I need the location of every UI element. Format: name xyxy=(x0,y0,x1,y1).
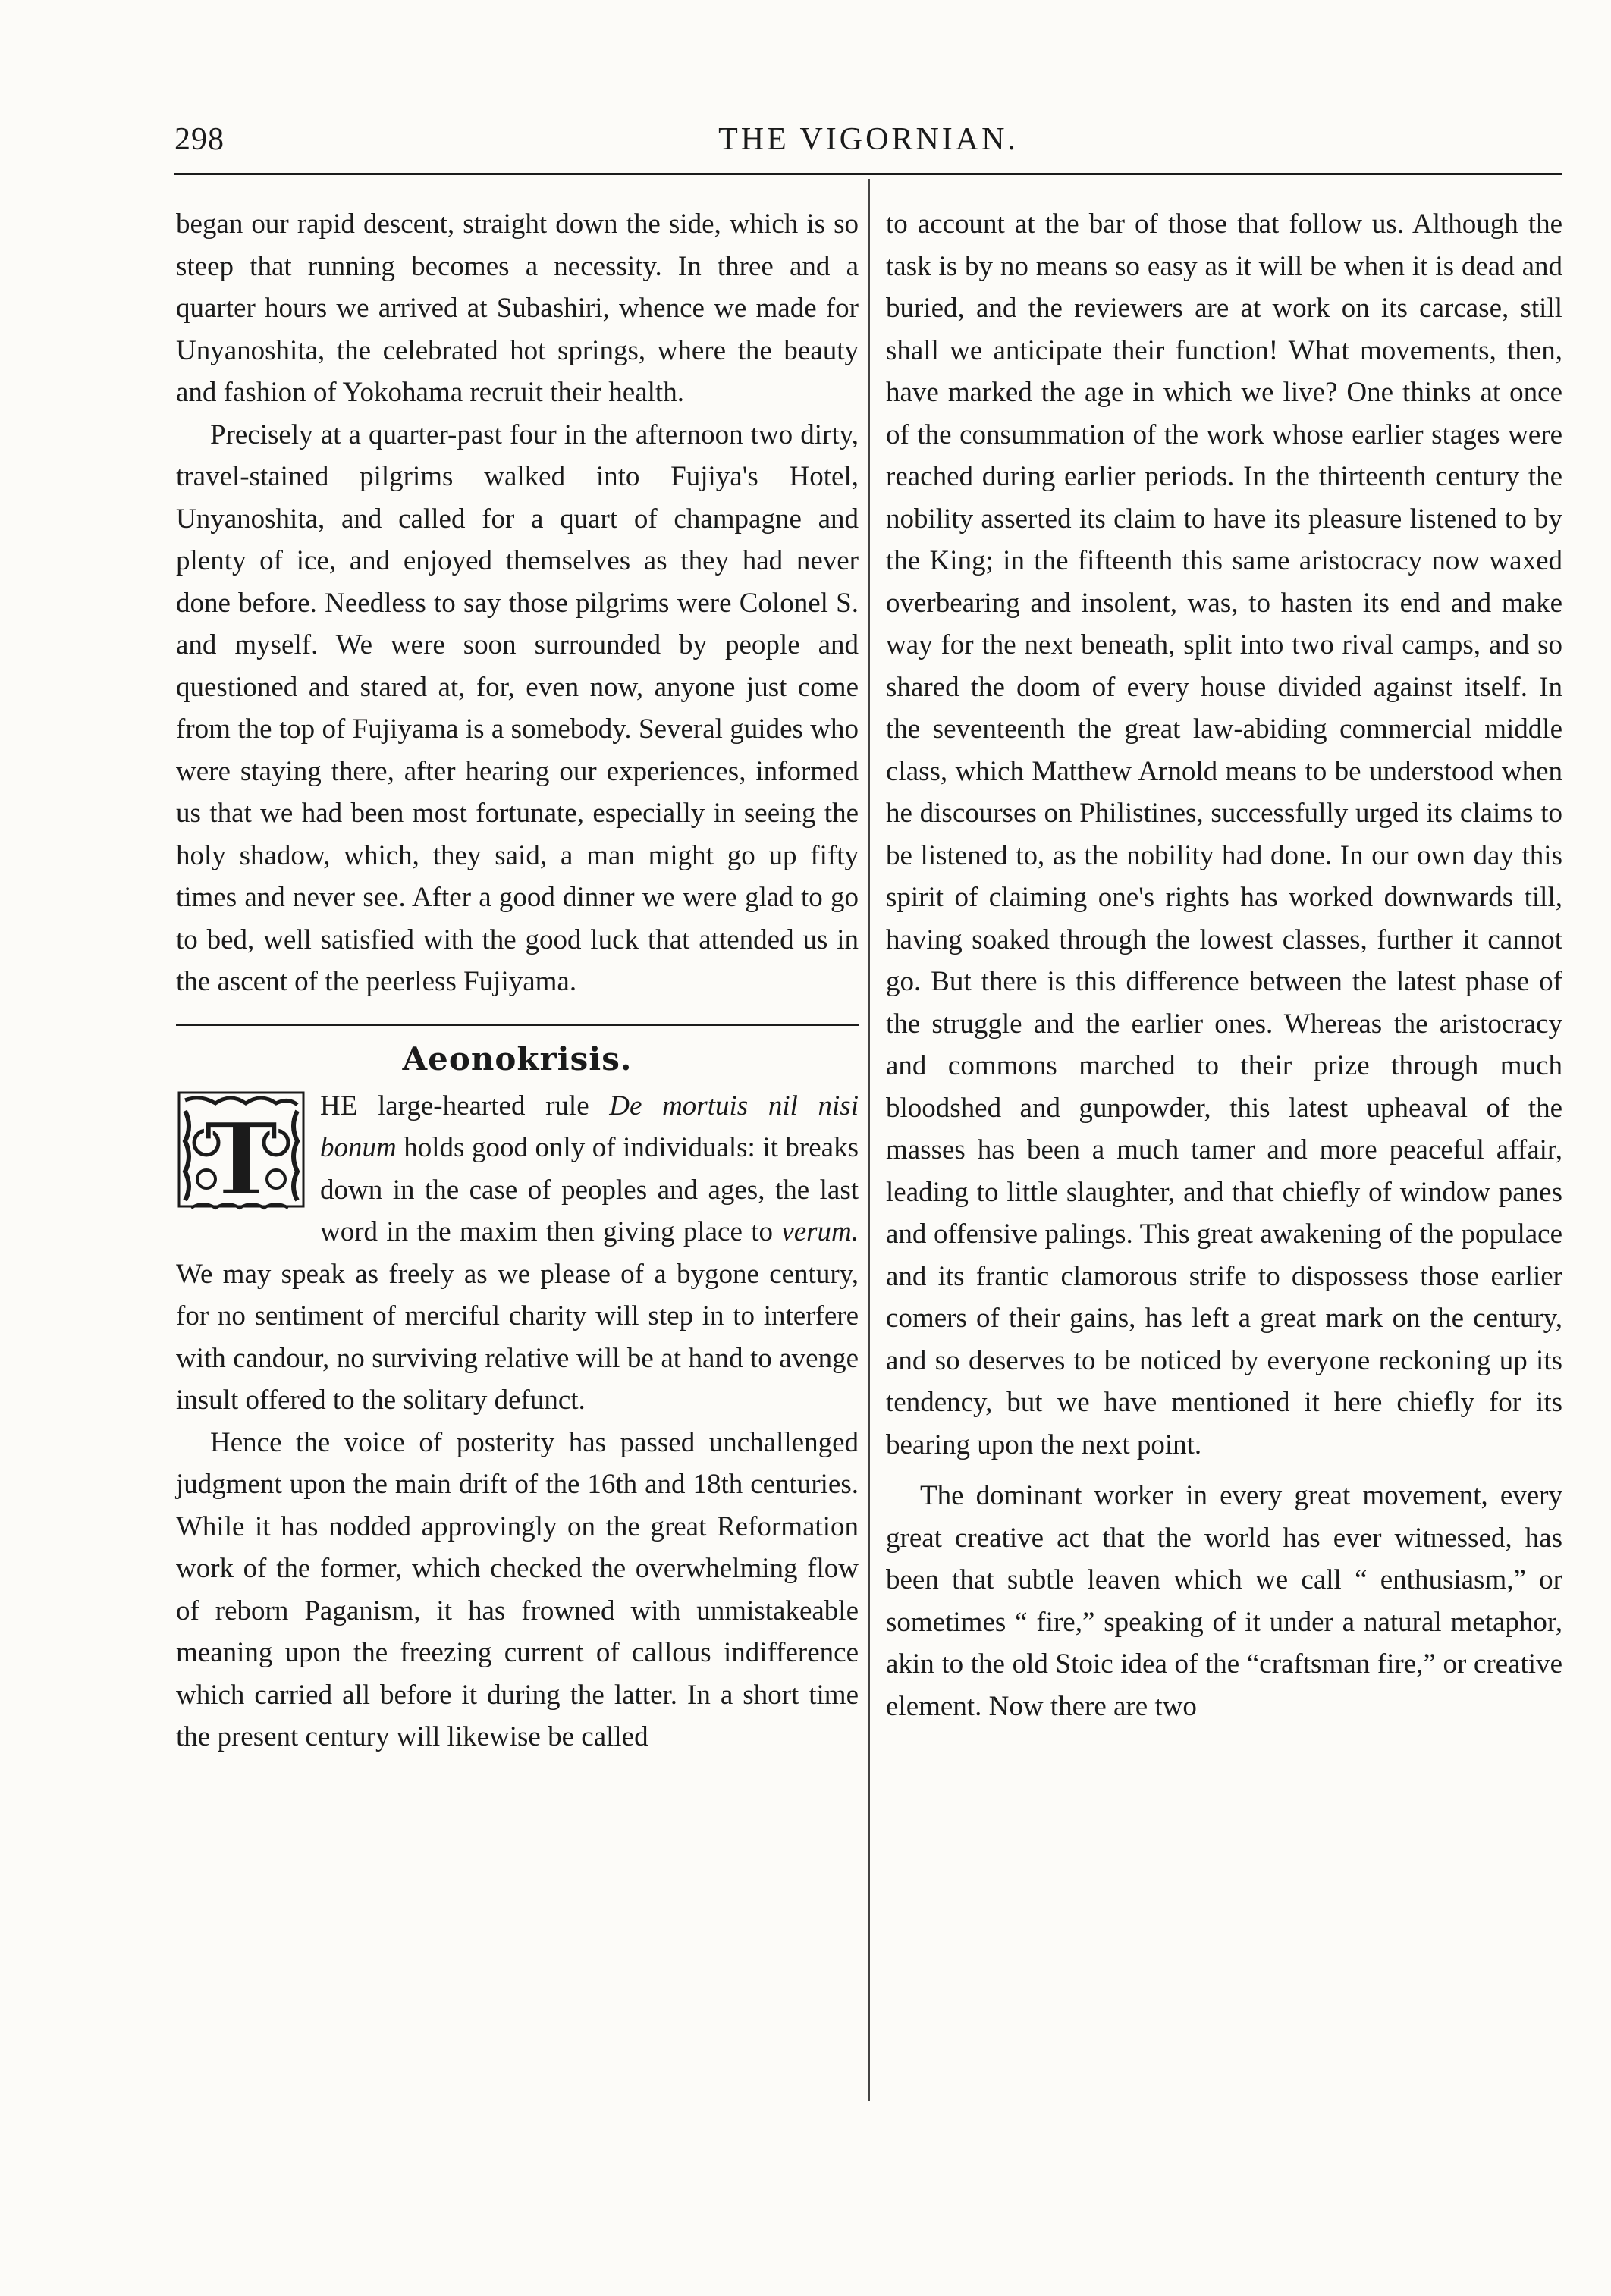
right-column xyxy=(886,203,1562,1727)
page-number: 298 xyxy=(174,122,225,157)
drop-cap-ornament xyxy=(176,1090,306,1215)
latin-phrase: De mortuis nil nisi bonum xyxy=(320,1090,859,1163)
opening-text-continued: holds good only of individuals: it breaks down in the case of peoples and ages, the last word in the maxim then giving place to xyxy=(320,1132,859,1247)
page-header xyxy=(174,121,1562,167)
opening-text: HE large-hearted rule xyxy=(320,1090,610,1121)
opening-text-tail: We may speak as freely as we please of a bygone century, for no sentiment of merciful charity will step in to interfere with candour, no surviving relative will be at hand to avenge insult offered to the solitary defunct. xyxy=(176,1258,859,1416)
article-paragraph: The dominant worker in every great movement, every great creative act that the world has ever witnessed, has been that subtle leaven which we call “ enthusiasm,” or sometimes “ fire,” speaking of it under a natural metaphor, akin to the old Stoic idea of the “craftsman fire,” or creative element. Now there are two xyxy=(886,1480,1562,1722)
running-title: THE VIGORNIAN. xyxy=(718,122,1019,157)
drop-cap-letter: T xyxy=(203,1100,279,1215)
column-divider xyxy=(868,179,870,2101)
ornamental-initial-icon xyxy=(176,1090,306,1215)
latin-word: verum. xyxy=(781,1216,859,1247)
header-rule xyxy=(174,173,1562,175)
article-paragraph: Precisely at a quarter-past four in the afternoon two dirty, travel-stained pilgrims walked into Fujiya's Hotel, Unyanoshita, and called for a quart of champagne and plenty of ice, and enjoyed themselves as they had never done before. Needless to say those pilgrims were Colonel S. and myself. We were soon surrounded by people and questioned and stared at, for, even now, anyone just come from the top of Fujiyama is a somebody. Several guides who were staying there, after hearing our experiences, informed us that we had been most fortunate, especially in seeing the holy shadow, which, they said, a man might go up fifty times and never see. After a good dinner we were glad to go to bed, well satisfied with the good luck that attended us in the ascent of the peerless Fujiyama. xyxy=(176,419,859,997)
article-paragraph: to account at the bar of those that follow us. Although the task is by no means so easy as it will be when it is dead and buried, and the reviewers are at work on its carcase, still shall we anticipate their function! What movements, then, have marked the age in which we live? One thinks at once of the consummation of the work whose earlier stages were reached during earlier periods. In the thirteenth century the nobility asserted its claim to have its pleasure listened to by the King; in the fifteenth this same aristocracy now waxed overbearing and insolent, was, to hasten its end and make way for the next beneath, split into two rival camps, and so shared the doom of every house divided against itself. In the seventeenth the great law-abiding commercial middle class, which Matthew Arnold means to be understood when he discourses on Philistines, successfully urged its claims to be listened to, as the nobility had done. In our own day this spirit of claiming one's rights has worked downwards till, having soaked through the lowest classes, further it cannot go. But there is this difference between the latest phase of the struggle and the earlier ones. Whereas the aristocracy and commons marched to their prize through much bloodshed and gunpowder, this latest upheaval of the masses has been a much tamer and more peaceful affair, leading to little slaughter, and that chiefly of window panes and offensive palings. This great awakening of the populace and its frantic clamorous strife to dispossess those earlier comers of their gains, has left a great mark on the century, and so deserves to be noticed by everyone reckoning up its tendency, but we have mentioned it here chiefly for its bearing upon the next point. xyxy=(886,209,1562,1460)
article-paragraph-opening xyxy=(176,1085,859,1422)
article-paragraph: Hence the voice of posterity has passed unchallenged judgment upon the main drift of the 16th and 18th centuries. While it has nodded approvingly on the great Reformation work of the former, which checked the overwhelming flow of reborn Paganism, it has frowned with unmistakeable meaning upon the freezing current of callous indifference which carried all before it during the latter. In a short time the present century will likewise be called xyxy=(176,1426,859,1752)
article-paragraph: began our rapid descent, straight down the side, which is so steep that running becomes a necessity. In three and a quarter hours we arrived at Subashiri, whence we made for Unyanoshita, the celebrated hot springs, where the beauty and fashion of Yokohama recruit their health. xyxy=(176,209,859,408)
section-divider xyxy=(176,1024,859,1026)
section-title: Aeonokrisis. xyxy=(402,1040,633,1077)
left-column xyxy=(176,203,859,1758)
